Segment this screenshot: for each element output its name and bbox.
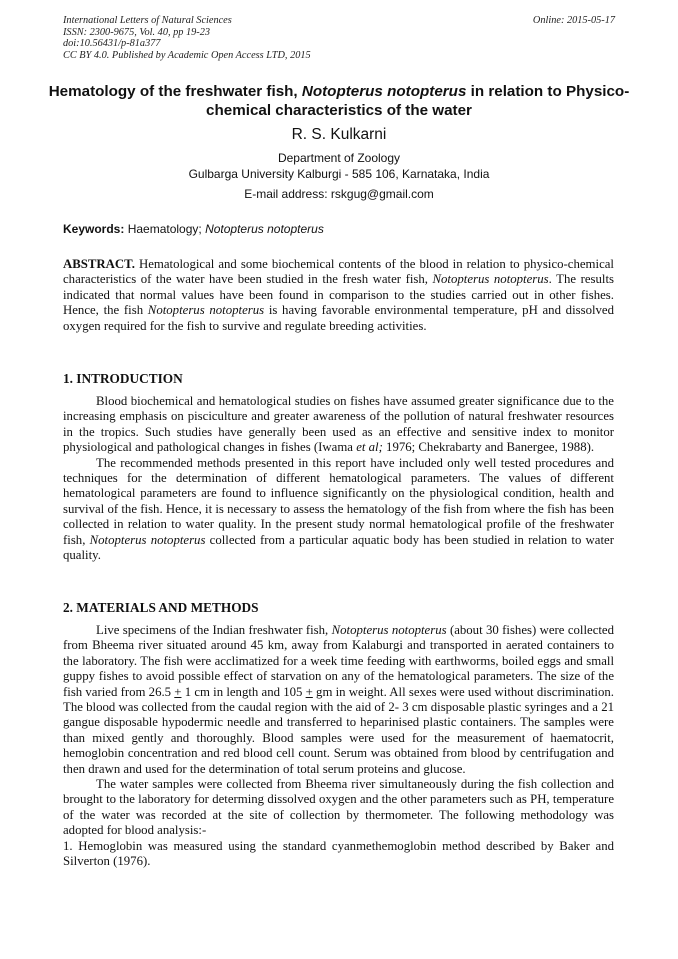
paragraph <box>63 623 614 777</box>
paragraph-text: (about 30 fishes) were collected from Bheema river situated around 45 km, away from Kalaburgi and transported in aerated containers to the laboratory. The fish were acclimatized for a week time feeding with earthworms, boiled eggs and small guppy fishes to avoid possible effect of starvation on any of the hematological parameters. The size of the fish varied from 26.5 <box>63 623 615 699</box>
paragraph <box>63 394 614 456</box>
introduction-body <box>63 394 614 563</box>
department: Department of Zoology <box>277 151 401 165</box>
university: Gulbarga University Kalburgi - 585 106, Karnataka, India <box>188 166 490 181</box>
issn: ISSN: 2300-9675, Vol. 40, pp 19-23 <box>63 26 211 38</box>
abstract-text: is having favorable environmental temperature, pH and dissolved oxygen required for the fish to survive and regulate breeding activities. <box>63 303 615 333</box>
paragraph-text: Live specimens of the Indian freshwater fish, <box>96 623 332 637</box>
title-text: Hematology of the freshwater fish, <box>48 83 302 100</box>
paragraph: The water samples were collected from Bheema river simultaneously during the fish collection and brought to the laboratory for determing dissolved oxygen and the other parameters such as PH, temperature of the water was recorded at the site of collection by thermometer. The following methodology was adopted for blood analysis:- <box>63 777 614 838</box>
italic-text: Notopterus notopterus <box>89 532 206 547</box>
paragraph-text: 1976; Chekrabarty and Banergee, 1988). <box>382 440 595 455</box>
plus-minus: + <box>305 684 313 699</box>
paper-title <box>40 82 638 120</box>
online-date: Online: 2015-05-17 <box>532 15 615 26</box>
paragraph <box>63 456 614 564</box>
journal-name: International Letters of Natural Sciences <box>63 15 232 26</box>
journal-header <box>63 15 311 62</box>
plus-minus: + <box>174 684 182 699</box>
paragraph-text: gm in weight. All sexes were used without discrimination. The blood was collected from the caudal region with the aid of 2- 3 cm disposable plastic syringes and a 21 gangue disposable hypodermic needle and transferred to heparinised plastic containers. The samples were than mixed gently and thoroughly. Blood samples were used for the measurement of haematocrit, hemoglobin concentration and red blood cell count. Serum was obtained from blood by centrifugation and then drawn and used for the determination of total serum proteins and glucose. <box>63 684 614 776</box>
section-heading-methods: 2. MATERIALS AND METHODS <box>63 600 259 615</box>
paragraph-text: collected from a particular aquatic body has been studied in relation to water quality. <box>63 532 614 563</box>
abstract-species: Notopterus notopterus <box>432 272 549 287</box>
keywords-species: Notopterus notopterus <box>205 222 324 236</box>
paragraph: 1. Hemoglobin was measured using the standard cyanmethemoglobin method described by Baker and Silverton (1976). <box>63 838 614 869</box>
abstract-species: Notopterus notopterus <box>147 303 265 318</box>
italic-text: et al; <box>356 440 383 455</box>
keywords-text: Haematology; <box>124 222 206 236</box>
paragraph-text: Blood biochemical and hematological studies on fishes have assumed greater significance due to the increasing emphasis on pisciculture and greater awareness of the pollution of natural freshwater resources in the tropics. Such studies have generally been used as an effective and sensitive index to monitor physiological and pathological changes in fishes (Iwama <box>63 394 614 455</box>
abstract-text: Hematological and some biochemical contents of the blood in relation to physico-chemical characteristics of the water have been studied in the fresh water fish, <box>63 257 614 287</box>
doi: doi:10.56431/p-81a377 <box>63 38 161 50</box>
abstract <box>63 257 614 334</box>
author: R. S. Kulkarni <box>291 126 387 143</box>
paragraph-text: 1 cm in length and 105 <box>181 684 306 699</box>
italic-text: Notopterus notopterus <box>331 623 447 637</box>
email: E-mail address: rskgug@gmail.com <box>244 187 434 201</box>
paragraph-text: The recommended methods presented in this report have included only well tested procedures and techniques for the determination of different hematological parameters. The values of different hematological parameters are found to influence significantly on the physiological condition, health and survival of the fish. Hence, it is necessary to assess the hematology of the fish from where the fish has been collected in relation to water quality. In the present study normal hematological profile of the freshwater fish, <box>63 455 614 547</box>
title-text-2: in relation to Physico-chemical characteristics of the water <box>206 83 630 119</box>
keywords-label: Keywords: <box>63 222 125 236</box>
methods-body <box>63 623 614 870</box>
keywords <box>63 222 324 236</box>
license: CC BY 4.0. Published by Academic Open Access LTD, 2015 <box>63 50 311 62</box>
section-heading-introduction: 1. INTRODUCTION <box>63 371 183 386</box>
title-species: Notopterus notopterus <box>301 83 467 100</box>
affiliation <box>0 151 678 182</box>
abstract-label: ABSTRACT. <box>63 257 135 271</box>
abstract-text: . The results indicated that normal values have been found in comparison to the studies carried out in other fishes. Hence, the fish <box>63 272 614 318</box>
